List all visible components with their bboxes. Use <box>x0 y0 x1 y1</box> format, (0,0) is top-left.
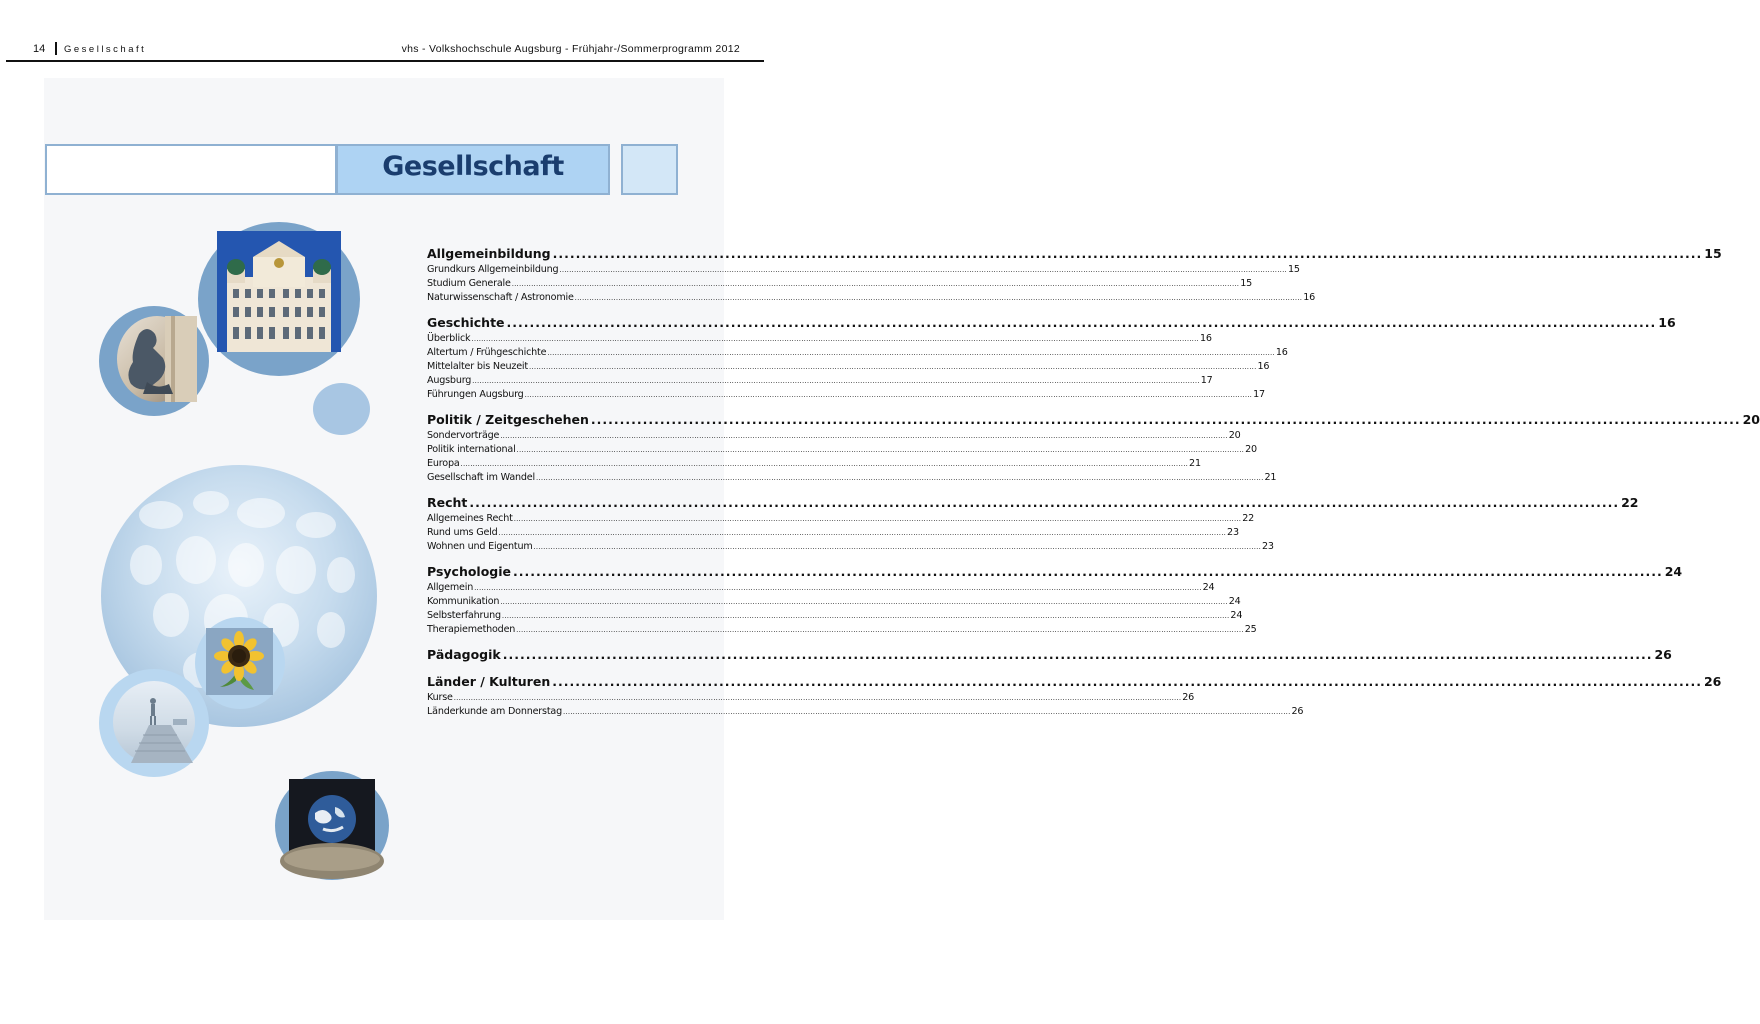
toc-entry <box>427 361 1270 375</box>
toc-heading <box>427 495 1639 513</box>
toc-section <box>427 315 1676 403</box>
toc-heading-label: Psychologie <box>427 564 512 579</box>
page-number: 14 <box>33 43 46 55</box>
banner-left-box <box>45 144 337 195</box>
statue-circle <box>99 306 209 416</box>
toc-leader-dots: ............................................................................................................................................................................................................................................................................................................ <box>472 377 1200 385</box>
table-of-contents <box>427 246 1760 729</box>
header-section-name: Gesellschaft <box>64 44 147 55</box>
toc-entry-label: Naturwissenschaft / Astronomie <box>427 292 574 303</box>
toc-entry-label: Grundkurs Allgemeinbildung <box>427 264 559 275</box>
toc-heading <box>427 315 1676 333</box>
toc-entry <box>427 513 1255 527</box>
toc-entry-page: 17 <box>1253 389 1265 400</box>
toc-entry <box>427 347 1288 361</box>
toc-leader-dots: ........................................................................................................................................................................................................ <box>552 246 1703 261</box>
toc-entry <box>427 706 1304 720</box>
toc-heading-page: 26 <box>1654 647 1672 662</box>
toc-entry-page: 20 <box>1228 430 1241 441</box>
toc-entry <box>427 375 1213 389</box>
toc-leader-dots: ............................................................................................................................................................................................................................................................................................................ <box>500 598 1228 606</box>
toc-entry <box>427 610 1243 624</box>
toc-heading-label: Allgemeinbildung <box>427 246 551 261</box>
toc-leader-dots: ............................................................................................................................................................................................................................................................................................................ <box>533 543 1262 551</box>
toc-entry-label: Studium Generale <box>427 278 511 289</box>
header-publication: vhs - Volkshochschule Augsburg - Frühjahr-/Sommerprogramm 2012 <box>401 43 740 55</box>
toc-entry-label: Altertum / Frühgeschichte <box>427 347 547 358</box>
toc-entry-label: Allgemein <box>427 582 474 593</box>
toc-leader-dots: ............................................................................................................................................................................................................................................................................................................ <box>574 294 1303 302</box>
toc-heading <box>427 564 1683 582</box>
toc-entry-page: 15 <box>1240 278 1253 289</box>
toc-entry-page: 24 <box>1230 610 1243 621</box>
toc-entry-page: 20 <box>1245 444 1257 455</box>
toc-entry-label: Augsburg <box>427 375 472 386</box>
toc-leader-dots: ............................................................................................................................................................................................................................................................................................................ <box>516 446 1245 454</box>
toc-leader-dots: ............................................................................................................................................................................................................................................................................................................ <box>524 391 1253 399</box>
toc-entry <box>427 264 1300 278</box>
toc-entry <box>427 333 1212 347</box>
person-on-jetty-photo <box>113 681 195 763</box>
toc-heading-label: Geschichte <box>427 315 505 330</box>
toc-entry-label: Politik international <box>427 444 516 455</box>
toc-heading-page: 22 <box>1621 495 1639 510</box>
toc-leader-dots: ........................................................................................................................................................................................................ <box>469 495 1620 510</box>
banner-square <box>621 144 678 195</box>
toc-section <box>427 564 1683 638</box>
toc-entry-label: Sondervorträge <box>427 430 500 441</box>
toc-entry-page: 21 <box>1264 472 1277 483</box>
sunflower-circle <box>195 617 285 709</box>
toc-heading <box>427 246 1722 264</box>
toc-heading-page: 26 <box>1703 674 1722 689</box>
toc-section <box>427 674 1722 720</box>
toc-section <box>427 647 1672 665</box>
header-divider <box>55 42 57 55</box>
toc-entry <box>427 541 1274 555</box>
toc-leader-dots: ............................................................................................................................................................................................................................................................................................................ <box>559 266 1287 274</box>
toc-entry <box>427 596 1241 610</box>
toc-entry-page: 22 <box>1242 513 1255 524</box>
toc-leader-dots: ............................................................................................................................................................................................................................................................................................................ <box>453 694 1182 702</box>
toc-leader-dots: ............................................................................................................................................................................................................................................................................................................ <box>547 349 1275 357</box>
toc-entry-page: 16 <box>1275 347 1288 358</box>
toc-entry <box>427 624 1257 638</box>
toc-entry-label: Gesellschaft im Wandel <box>427 472 535 483</box>
toc-entry-label: Kommunikation <box>427 596 500 607</box>
toc-entry-page: 23 <box>1262 541 1274 552</box>
toc-leader-dots: ............................................................................................................................................................................................................................................................................................................ <box>471 335 1199 343</box>
town-hall-augsburg-photo <box>217 231 341 352</box>
toc-entry-page: 23 <box>1227 527 1239 538</box>
toc-heading <box>427 647 1672 665</box>
town-hall-circle <box>198 222 360 376</box>
toc-entry-page: 24 <box>1202 582 1215 593</box>
toc-entry <box>427 458 1201 472</box>
toc-leader-dots: ............................................................................................................................................................................................................................................................................................................ <box>528 363 1257 371</box>
toc-leader-dots: ............................................................................................................................................................................................................................................................................................................ <box>460 460 1189 468</box>
toc-section <box>427 412 1760 486</box>
toc-entry <box>427 582 1215 596</box>
toc-entry <box>427 692 1195 706</box>
sunflower-photo <box>206 628 273 695</box>
toc-entry <box>427 278 1253 292</box>
running-header <box>6 40 764 62</box>
toc-leader-dots: ........................................................................................................................................................................................................ <box>502 647 1653 662</box>
toc-entry <box>427 389 1265 403</box>
decorative-circle <box>313 383 370 435</box>
toc-entry-label: Therapiemethoden <box>427 624 516 635</box>
toc-heading-label: Pädagogik <box>427 647 501 662</box>
banner-title-box <box>336 144 610 195</box>
toc-leader-dots: ............................................................................................................................................................................................................................................................................................................ <box>500 432 1228 440</box>
toc-entry <box>427 444 1257 458</box>
toc-entry-page: 26 <box>1182 692 1195 703</box>
toc-leader-dots: ............................................................................................................................................................................................................................................................................................................ <box>474 584 1202 592</box>
chapter-title: Gesellschaft <box>382 151 564 182</box>
toc-leader-dots: ............................................................................................................................................................................................................................................................................................................ <box>513 515 1242 523</box>
toc-entry-page: 26 <box>1291 706 1304 717</box>
toc-entry-label: Überblick <box>427 333 471 344</box>
toc-heading <box>427 412 1760 430</box>
toc-heading-page: 24 <box>1664 564 1683 579</box>
toc-leader-dots: ............................................................................................................................................................................................................................................................................................................ <box>498 529 1227 537</box>
toc-heading <box>427 674 1722 692</box>
toc-heading-page: 15 <box>1704 246 1722 261</box>
toc-leader-dots: ............................................................................................................................................................................................................................................................................................................ <box>516 626 1244 634</box>
toc-entry-label: Führungen Augsburg <box>427 389 524 400</box>
toc-entry <box>427 527 1239 541</box>
toc-entry-label: Selbsterfahrung <box>427 610 501 621</box>
toc-entry-page: 24 <box>1228 596 1241 607</box>
toc-leader-dots: ........................................................................................................................................................................................................ <box>590 412 1741 427</box>
toc-entry-page: 25 <box>1244 624 1257 635</box>
toc-entry-page: 16 <box>1199 333 1212 344</box>
toc-entry-page: 21 <box>1189 458 1201 469</box>
toc-entry-label: Allgemeines Recht <box>427 513 513 524</box>
toc-heading-page: 16 <box>1658 315 1676 330</box>
jetty-circle <box>99 669 209 777</box>
toc-entry <box>427 472 1277 486</box>
toc-entry <box>427 430 1241 444</box>
toc-entry-label: Rund ums Geld <box>427 527 498 538</box>
toc-leader-dots: ............................................................................................................................................................................................................................................................................................................ <box>501 612 1230 620</box>
toc-leader-dots: ............................................................................................................................................................................................................................................................................................................ <box>511 280 1240 288</box>
toc-entry-page: 17 <box>1200 375 1213 386</box>
toc-entry-page: 15 <box>1287 264 1300 275</box>
toc-entry-page: 16 <box>1257 361 1270 372</box>
toc-section <box>427 246 1722 306</box>
toc-entry-label: Länderkunde am Donnerstag <box>427 706 562 717</box>
toc-heading-label: Politik / Zeitgeschehen <box>427 412 589 427</box>
toc-entry-label: Kurse <box>427 692 453 703</box>
earth-photo <box>289 779 375 865</box>
toc-leader-dots: ............................................................................................................................................................................................................................................................................................................ <box>535 474 1264 482</box>
toc-entry-label: Wohnen und Eigentum <box>427 541 533 552</box>
toc-leader-dots: ........................................................................................................................................................................................................ <box>513 564 1663 579</box>
statue-photo <box>117 316 197 402</box>
toc-leader-dots: ........................................................................................................................................................................................................ <box>506 315 1657 330</box>
toc-entry <box>427 292 1316 306</box>
toc-entry-page: 16 <box>1303 292 1316 303</box>
toc-heading-page: 20 <box>1742 412 1760 427</box>
toc-leader-dots: ............................................................................................................................................................................................................................................................................................................ <box>562 708 1291 716</box>
toc-section <box>427 495 1639 555</box>
earth-circle <box>275 771 389 880</box>
toc-entry-label: Europa <box>427 458 460 469</box>
toc-heading-label: Recht <box>427 495 468 510</box>
toc-entry-label: Mittelalter bis Neuzeit <box>427 361 528 372</box>
toc-leader-dots: ........................................................................................................................................................................................................ <box>552 674 1702 689</box>
toc-heading-label: Länder / Kulturen <box>427 674 551 689</box>
